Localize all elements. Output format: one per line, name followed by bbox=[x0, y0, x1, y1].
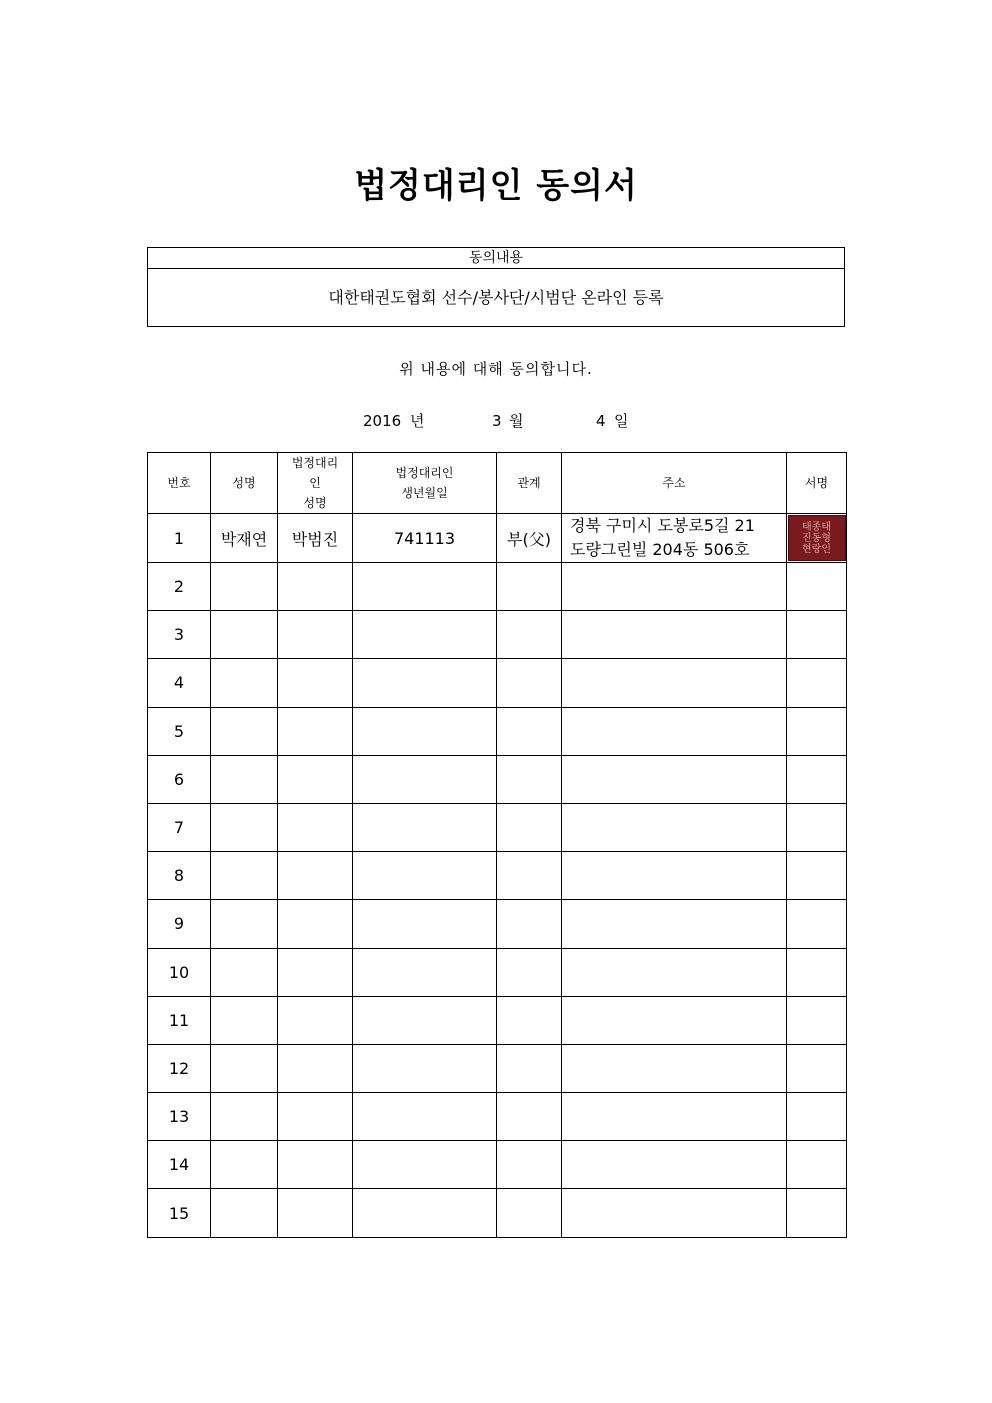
cell-no: 9 bbox=[148, 900, 211, 948]
header-guardian-name bbox=[278, 453, 353, 514]
cell-guardian-name bbox=[278, 611, 353, 659]
cell-guardian-name bbox=[278, 996, 353, 1044]
cell-no: 10 bbox=[148, 948, 211, 996]
cell-name: 박재연 bbox=[211, 514, 278, 563]
cell-signature bbox=[787, 659, 847, 707]
cell-signature bbox=[787, 1044, 847, 1092]
cell-guardian-birth bbox=[353, 996, 497, 1044]
cell-signature bbox=[787, 1093, 847, 1141]
cell-guardian-name bbox=[278, 948, 353, 996]
cell-relation bbox=[497, 1044, 562, 1092]
header-guardian-birth bbox=[353, 453, 497, 514]
date-year-unit: 년 bbox=[410, 412, 425, 430]
table-row bbox=[148, 611, 847, 659]
cell-signature bbox=[787, 996, 847, 1044]
cell-address bbox=[562, 996, 787, 1044]
header-guardian-name-line2: 인 bbox=[309, 476, 321, 490]
cell-guardian-birth bbox=[353, 1044, 497, 1092]
header-guardian-birth-line1: 법정대리인 bbox=[395, 466, 454, 480]
date-month-unit: 월 bbox=[509, 412, 524, 430]
cell-guardian-birth bbox=[353, 852, 497, 900]
cell-name bbox=[211, 948, 278, 996]
cell-name bbox=[211, 659, 278, 707]
cell-signature bbox=[787, 755, 847, 803]
cell-address bbox=[562, 852, 787, 900]
cell-relation bbox=[497, 1189, 562, 1237]
cell-relation bbox=[497, 1093, 562, 1141]
cell-signature bbox=[787, 803, 847, 851]
table-header-row bbox=[148, 453, 847, 514]
cell-name bbox=[211, 563, 278, 611]
date-day: 4 bbox=[596, 412, 606, 430]
cell-no: 2 bbox=[148, 563, 211, 611]
cell-guardian-birth bbox=[353, 948, 497, 996]
cell-guardian-name bbox=[278, 1044, 353, 1092]
cell-relation bbox=[497, 563, 562, 611]
header-signature: 서명 bbox=[787, 453, 847, 514]
date-month: 3 bbox=[492, 412, 502, 430]
cell-no: 4 bbox=[148, 659, 211, 707]
cell-relation bbox=[497, 755, 562, 803]
cell-address bbox=[562, 1093, 787, 1141]
cell-guardian-name bbox=[278, 1189, 353, 1237]
cell-signature bbox=[787, 707, 847, 755]
cell-guardian-name bbox=[278, 1093, 353, 1141]
cell-address bbox=[562, 563, 787, 611]
cell-guardian-name bbox=[278, 1141, 353, 1189]
cell-address bbox=[562, 1141, 787, 1189]
cell-guardian-name: 박범진 bbox=[278, 514, 353, 563]
cell-no: 3 bbox=[148, 611, 211, 659]
cell-no: 5 bbox=[148, 707, 211, 755]
header-guardian-birth-line2: 생년월일 bbox=[401, 486, 448, 500]
cell-guardian-birth bbox=[353, 1189, 497, 1237]
cell-guardian-birth bbox=[353, 803, 497, 851]
seal-line2: 진동형 bbox=[802, 532, 831, 544]
cell-signature bbox=[787, 852, 847, 900]
cell-address-line1: 경북 구미시 도봉로5길 21 bbox=[570, 516, 755, 535]
table-row bbox=[148, 755, 847, 803]
cell-address bbox=[562, 948, 787, 996]
table-row bbox=[148, 996, 847, 1044]
table-row bbox=[148, 1141, 847, 1189]
cell-address bbox=[562, 755, 787, 803]
cell-signature bbox=[787, 1141, 847, 1189]
consent-box bbox=[147, 247, 845, 327]
consent-body: 대한태권도협회 선수/봉사단/시범단 온라인 등록 bbox=[328, 288, 664, 307]
cell-name bbox=[211, 996, 278, 1044]
cell-guardian-name bbox=[278, 659, 353, 707]
cell-address bbox=[562, 1044, 787, 1092]
cell-guardian-name bbox=[278, 563, 353, 611]
seal-stamp-icon bbox=[788, 515, 846, 561]
cell-relation bbox=[497, 1141, 562, 1189]
agree-statement: 위 내용에 대해 동의합니다. bbox=[399, 360, 593, 378]
cell-guardian-name bbox=[278, 852, 353, 900]
header-guardian-name-line3: 성명 bbox=[303, 496, 327, 510]
cell-name bbox=[211, 1141, 278, 1189]
cell-signature bbox=[787, 514, 847, 563]
seal-line3: 현랑인 bbox=[802, 543, 831, 555]
cell-address-line2: 도량그린빌 204동 506호 bbox=[570, 540, 750, 559]
cell-address bbox=[562, 707, 787, 755]
cell-signature bbox=[787, 563, 847, 611]
cell-guardian-birth bbox=[353, 1141, 497, 1189]
cell-guardian-name bbox=[278, 707, 353, 755]
cell-relation bbox=[497, 611, 562, 659]
table-row bbox=[148, 948, 847, 996]
cell-name bbox=[211, 1189, 278, 1237]
table-row bbox=[148, 1189, 847, 1237]
cell-guardian-name bbox=[278, 900, 353, 948]
cell-no: 8 bbox=[148, 852, 211, 900]
seal-line1: 태종태 bbox=[802, 521, 831, 533]
cell-name bbox=[211, 707, 278, 755]
cell-address bbox=[562, 1189, 787, 1237]
cell-signature bbox=[787, 900, 847, 948]
cell-relation bbox=[497, 996, 562, 1044]
table-row bbox=[148, 1093, 847, 1141]
cell-guardian-name bbox=[278, 803, 353, 851]
cell-no: 13 bbox=[148, 1093, 211, 1141]
cell-guardian-birth: 741113 bbox=[353, 514, 497, 563]
header-no: 번호 bbox=[148, 453, 211, 514]
cell-signature bbox=[787, 948, 847, 996]
cell-name bbox=[211, 1093, 278, 1141]
cell-name bbox=[211, 1044, 278, 1092]
cell-name bbox=[211, 803, 278, 851]
cell-guardian-birth bbox=[353, 755, 497, 803]
table-row bbox=[148, 514, 847, 563]
cell-address bbox=[562, 900, 787, 948]
page-title: 법정대리인 동의서 bbox=[354, 166, 638, 206]
cell-no: 11 bbox=[148, 996, 211, 1044]
cell-relation bbox=[497, 900, 562, 948]
cell-relation bbox=[497, 707, 562, 755]
cell-address bbox=[562, 659, 787, 707]
cell-name bbox=[211, 755, 278, 803]
table-row bbox=[148, 852, 847, 900]
table-row bbox=[148, 1044, 847, 1092]
cell-relation bbox=[497, 948, 562, 996]
cell-relation: 부(父) bbox=[497, 514, 562, 563]
cell-relation bbox=[497, 803, 562, 851]
header-guardian-name-line1: 법정대리 bbox=[291, 456, 339, 470]
cell-signature bbox=[787, 611, 847, 659]
cell-no: 7 bbox=[148, 803, 211, 851]
cell-name bbox=[211, 900, 278, 948]
cell-guardian-birth bbox=[353, 563, 497, 611]
cell-no: 1 bbox=[148, 514, 211, 563]
cell-address bbox=[562, 803, 787, 851]
table-row bbox=[148, 900, 847, 948]
cell-guardian-name bbox=[278, 755, 353, 803]
cell-no: 12 bbox=[148, 1044, 211, 1092]
table-row bbox=[148, 563, 847, 611]
cell-guardian-birth bbox=[353, 900, 497, 948]
registration-table bbox=[147, 452, 847, 1238]
cell-name bbox=[211, 611, 278, 659]
date-year: 2016 bbox=[363, 412, 402, 430]
cell-guardian-birth bbox=[353, 659, 497, 707]
header-name: 성명 bbox=[211, 453, 278, 514]
header-address: 주소 bbox=[562, 453, 787, 514]
cell-name bbox=[211, 852, 278, 900]
cell-no: 6 bbox=[148, 755, 211, 803]
table-row bbox=[148, 659, 847, 707]
header-relation: 관계 bbox=[497, 453, 562, 514]
cell-guardian-birth bbox=[353, 1093, 497, 1141]
cell-no: 14 bbox=[148, 1141, 211, 1189]
table-row bbox=[148, 803, 847, 851]
cell-guardian-birth bbox=[353, 611, 497, 659]
consent-header: 동의내용 bbox=[148, 248, 844, 269]
cell-relation bbox=[497, 659, 562, 707]
cell-no: 15 bbox=[148, 1189, 211, 1237]
cell-address bbox=[562, 611, 787, 659]
table-row bbox=[148, 707, 847, 755]
date-day-unit: 일 bbox=[614, 412, 629, 430]
cell-guardian-birth bbox=[353, 707, 497, 755]
cell-address bbox=[562, 514, 787, 563]
cell-signature bbox=[787, 1189, 847, 1237]
cell-relation bbox=[497, 852, 562, 900]
